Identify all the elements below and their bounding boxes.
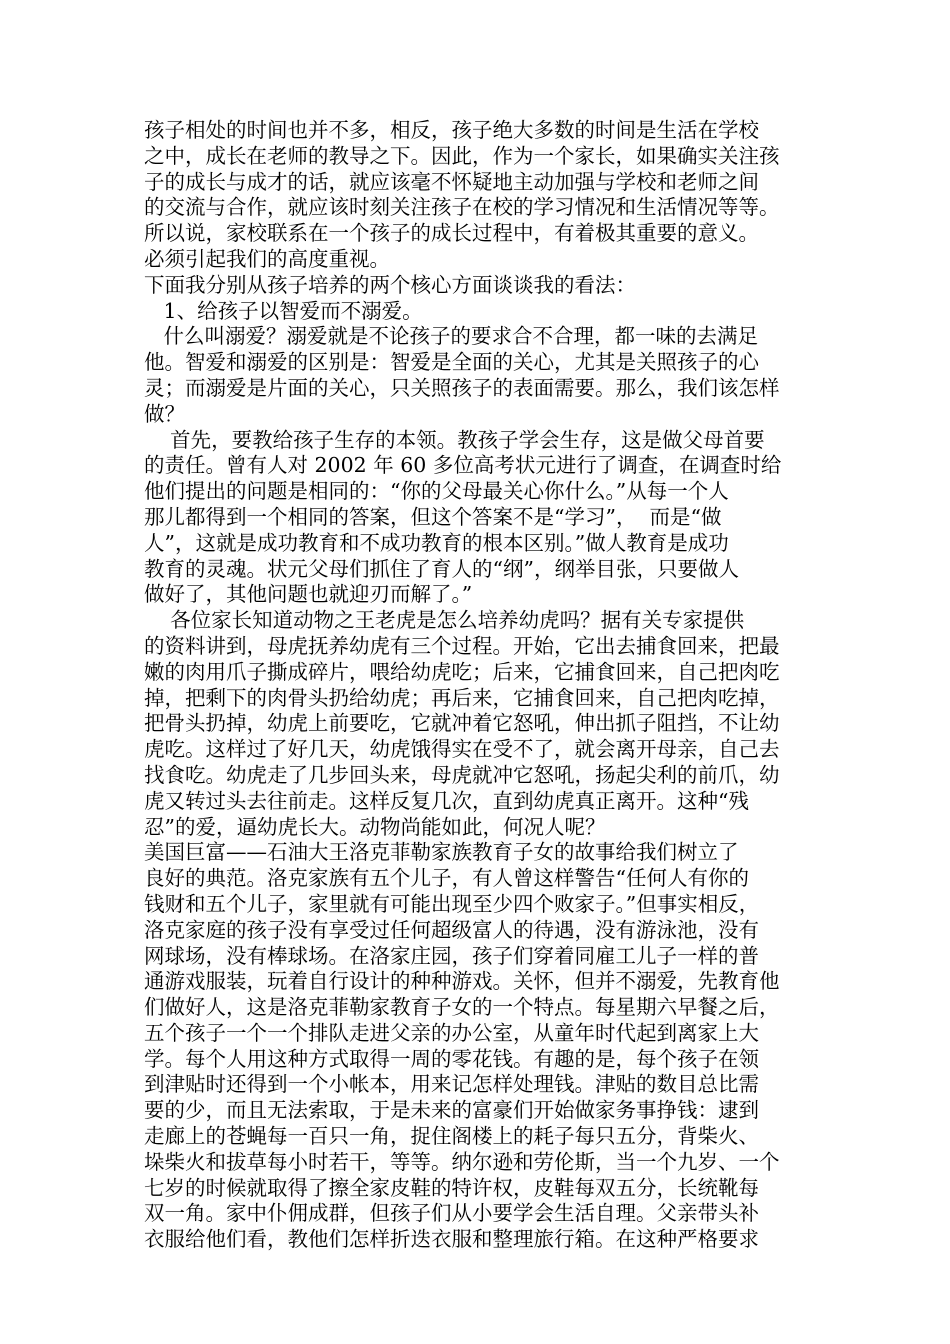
text-line: 各位家长知道动物之王老虎是怎么培养幼虎吗？据有关专家提供	[144, 608, 745, 633]
text-line: 灵；而溺爱是片面的关心，只关照孩子的表面需要。那么，我们该怎样	[144, 375, 780, 400]
text-line: 钱财和五个儿子，家里就有可能出现至少四个败家子。”但事实相反，	[144, 891, 760, 916]
text-line: 教育的灵魂。状元父母们抓住了育人的“纲”，纲举目张，只要做人	[144, 556, 739, 581]
text-line: 学。每个人用这种方式取得一周的零花钱。有趣的是，每个孩子在领	[144, 1046, 759, 1071]
text-line: 必须引起我们的高度重视。	[144, 246, 390, 271]
text-line: 网球场，没有棒球场。在洛家庄园，孩子们穿着同雇工儿子一样的普	[144, 943, 759, 968]
text-line: 所以说，家校联系在一个孩子的成长过程中，有着极其重要的意义。	[144, 221, 759, 246]
text-line: 洛克家庭的孩子没有享受过任何超级富人的待遇，没有游泳池，没有	[144, 917, 759, 942]
text-line: 忍”的爱，逼幼虎长大。动物尚能如此，何况人呢？	[144, 814, 606, 839]
text-line: 首先，要教给孩子生存的本领。教孩子学会生存，这是做父母首要	[144, 427, 765, 452]
text-line: 嫩的肉用爪子撕成碎片，喂给幼虎吃；后来，它捕食回来，自己把肉吃	[144, 659, 780, 684]
text-line: 子的成长与成才的话，就应该毫不怀疑地主动加强与学校和老师之间	[144, 169, 759, 194]
text-line: 他。智爱和溺爱的区别是：智爱是全面的关心，尤其是关照孩子的心	[144, 350, 759, 375]
text-line: 1、给孩子以智爱而不溺爱。	[144, 298, 423, 323]
text-line: 人”，这就是成功教育和不成功教育的根本区别。”做人教育是成功	[144, 530, 729, 555]
text-line: 衣服给他们看，教他们怎样折迭衣服和整理旅行箱。在这种严格要求	[144, 1227, 759, 1252]
text-line: 那儿都得到一个相同的答案，但这个答案不是“学习”， 而是“做	[144, 504, 722, 529]
text-line: 虎又转过头去往前走。这样反复几次，直到幼虎真正离开。这种“残	[144, 788, 749, 813]
text-line: 虎吃。这样过了好几天，幼虎饿得实在受不了，就会离开母亲，自己去	[144, 737, 780, 762]
text-line: 的责任。曾有人对 2002 年 60 多位高考状元进行了调查，在调查时给	[144, 453, 782, 478]
text-line: 掉，把剩下的肉骨头扔给幼虎；再后来，它捕食回来，自己把肉吃掉，	[144, 685, 780, 710]
text-line: 垛柴火和拔草每小时若干，等等。纳尔逊和劳伦斯，当一个九岁、一个	[144, 1149, 780, 1174]
text-line: 五个孩子一个一个排队走进父亲的办公室，从童年时代起到离家上大	[144, 1020, 759, 1045]
text-line: 之中，成长在老师的教导之下。因此，作为一个家长，如果确实关注孩	[144, 143, 780, 168]
text-line: 什么叫溺爱？溺爱就是不论孩子的要求合不合理，都一味的去满足	[144, 324, 759, 349]
text-line: 的交流与合作，就应该时刻关注孩子在校的学习情况和生活情况等等。	[144, 195, 780, 220]
text-line: 把骨头扔掉，幼虎上前要吃，它就冲着它怒吼，伸出抓子阻挡，不让幼	[144, 711, 780, 736]
text-line: 到津贴时还得到一个小帐本，用来记怎样处理钱。津贴的数目总比需	[144, 1072, 759, 1097]
text-line: 找食吃。幼虎走了几步回头来，母虎就冲它怒吼，扬起尖利的前爪，幼	[144, 762, 780, 787]
text-line: 要的少，而且无法索取，于是未来的富豪们开始做家务事挣钱：逮到	[144, 1098, 759, 1123]
text-line: 通游戏服装，玩着自行设计的种种游戏。关怀，但并不溺爱，先教育他	[144, 969, 780, 994]
text-line: 做好了，其他问题也就迎刃而解了。”	[144, 582, 473, 607]
text-line: 们做好人，这是洛克菲勒家教育子女的一个特点。每星期六早餐之后，	[144, 995, 780, 1020]
text-line: 孩子相处的时间也并不多，相反，孩子绝大多数的时间是生活在学校	[144, 118, 759, 142]
body-text	[144, 118, 808, 1253]
text-line: 做？	[144, 401, 185, 426]
text-line: 他们提出的问题是相同的：“你的父母最关心你什么。”从每一个人	[144, 479, 729, 504]
text-line: 美国巨富——石油大王洛克菲勒家族教育子女的故事给我们树立了	[144, 840, 739, 865]
text-line: 走廊上的苍蝇每一百只一角，捉住阁楼上的耗子每只五分，背柴火、	[144, 1124, 759, 1149]
text-line: 双一角。家中仆佣成群，但孩子们从小要学会生活自理。父亲带头补	[144, 1201, 759, 1226]
text-line: 下面我分别从孩子培养的两个核心方面谈谈我的看法：	[144, 272, 636, 297]
text-line: 良好的典范。洛克家族有五个儿子，有人曾这样警告“任何人有你的	[144, 866, 749, 891]
text-line: 的资料讲到，母虎抚养幼虎有三个过程。开始，它出去捕食回来，把最	[144, 633, 780, 658]
text-line: 七岁的时候就取得了擦全家皮鞋的特许权，皮鞋每双五分，长统靴每	[144, 1175, 759, 1200]
